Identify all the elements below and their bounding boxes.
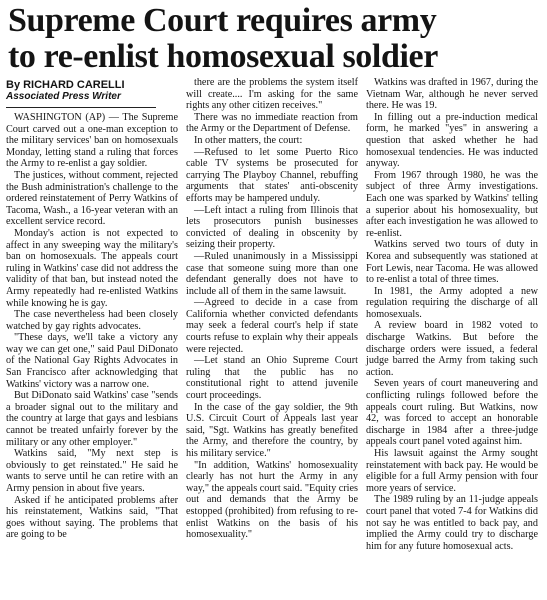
paragraph: "These days, we'll take a victory any way we can get one," said Paul DiDonato of the National Gay Rights Advocates in San Francisco after acknowledging that Watkins' victory was a narrow one. [6, 332, 178, 390]
paragraph: Watkins was drafted in 1967, during the Vietnam War, although he never served there. He was 19. [366, 77, 538, 112]
column-1 [6, 77, 178, 552]
paragraph: Seven years of court maneuvering and conflicting rulings followed before the appeals court ruling. But Watkins, now 42, was forced to accept an honorable discharge in 1984 after a three-judge appeals court panel voted against him. [366, 378, 538, 448]
paragraph: In the case of the gay soldier, the 9th U.S. Circuit Court of Appeals last year said, "Sgt. Watkins has greatly benefited the Army, and therefore the country, by his military service." [186, 401, 358, 459]
headline-line-2: to re-enlist homosexual soldier [8, 38, 438, 75]
column-1-text [6, 112, 178, 541]
paragraph: Watkins served two tours of duty in Korea and subsequently was stationed at Fort Lewis, near Tacoma. He was allowed to re-enlist a total of three times. [366, 239, 538, 286]
paragraph: There was no immediate reaction from the Army or the Department of Defense. [186, 111, 358, 135]
paragraph: —Ruled unanimously in a Mississippi case that someone suing more than one defendant generally does not have to include all of them in the same lawsuit. [186, 250, 358, 297]
paragraph: From 1967 through 1980, he was the subject of three Army investigations. Each one was sparked by Watkins' telling a superior about his homosexuality, but after each investigation he was allowed to re-enlist. [366, 169, 538, 239]
paragraph: In filling out a pre-induction medical form, he marked "yes" in answering a question that asked whether he had homosexual tendencies. He was inducted anyway. [366, 111, 538, 170]
paragraph: Monday's action is not expected to affect in any sweeping way the military's ban on homosexuals. The appeals court ruling in Watkins' case did not address the validity of that ban, but instead noted the Army repeatedly had re-enlisted Watkins while knowing he is gay. [6, 227, 178, 309]
paragraph: —Left intact a ruling from Illinois that lets prosecutors punish businesses convicted of dealing in obscenity by seizing their property. [186, 204, 358, 251]
paragraph: In other matters, the court: [194, 134, 303, 146]
paragraph: The 1989 ruling by an 11-judge appeals court panel that voted 7-4 for Watkins did not say he was entitled to back pay, and implied the Army could try to discharge him for any future homosexual acts. [366, 494, 538, 552]
headline [8, 3, 541, 75]
byline-author: By RICHARD CARELLI [6, 79, 125, 91]
paragraph: His lawsuit against the Army sought reinstatement with back pay. He would be eligible for a full Army pension with four more years of service. [366, 448, 538, 494]
paragraph: —Agreed to decide in a case from California whether convicted defendants may seek a federal court's help if state courts refuse to explain why their appeals were rejected. [186, 297, 358, 355]
article-body [6, 77, 541, 552]
paragraph: WASHINGTON (AP) — The Supreme Court carved out a one-man exception to the military services' ban on homosexuals Monday, letting stand a ruling that forces the Army to re-enlist a gay soldier. [6, 112, 178, 170]
paragraph: —Refused to let some Puerto Rico cable TV systems be prosecuted for carrying The Playboy Channel, rebuffing arguments that states' anti-obscenity efforts may be hampered unduly. [186, 146, 358, 204]
paragraph: The justices, without comment, rejected the Bush administration's challenge to the ordered reinstatement of Perry Watkins of Tacoma, Wash., a 16-year veteran with an excellent service record. [6, 169, 178, 228]
paragraph: there are the problems the system itself will create.... I'm asking for the same rights any other citizen receives." [186, 77, 358, 112]
byline-rule [6, 107, 156, 108]
paragraph: The case nevertheless had been closely watched by gay rights advocates. [6, 309, 178, 332]
paragraph: A review board in 1982 voted to discharge Watkins. But before the discharge orders were issued, a federal judge barred the Army from taking such action. [366, 320, 538, 378]
paragraph: Watkins said, "My next step is obviously to get reinstated." He said he wants to serve until he can retire with an Army pension in about five years. [6, 448, 178, 494]
paragraph: In 1981, the Army adopted a new regulation requiring the discharge of all homosexuals. [366, 285, 538, 320]
paragraph: "In addition, Watkins' homosexuality clearly has not hurt the Army in any way," the appeals court said. "Equity cries out and demands that the Army be estopped (prohibited) from refusing to re-enlist Watkins on the basis of his homosexuality." [186, 459, 358, 541]
headline-line-1: Supreme Court requires army [8, 2, 437, 39]
column-3 [366, 77, 538, 552]
paragraph: —Let stand an Ohio Supreme Court ruling that the public has no constitutional right to attend juvenile court proceedings. [186, 355, 358, 402]
byline-role: Associated Press Writer [6, 91, 121, 102]
paragraph: But DiDonato said Watkins' case "sends a broader signal out to the military and the country at large that gays and lesbians cannot be treated unfairly forever by the military or any other employer." [6, 390, 178, 448]
paragraph: Asked if he anticipated problems after his reinstatement, Watkins said, "That goes without saying. The problems that are going to be [6, 494, 178, 541]
column-2 [186, 77, 358, 552]
